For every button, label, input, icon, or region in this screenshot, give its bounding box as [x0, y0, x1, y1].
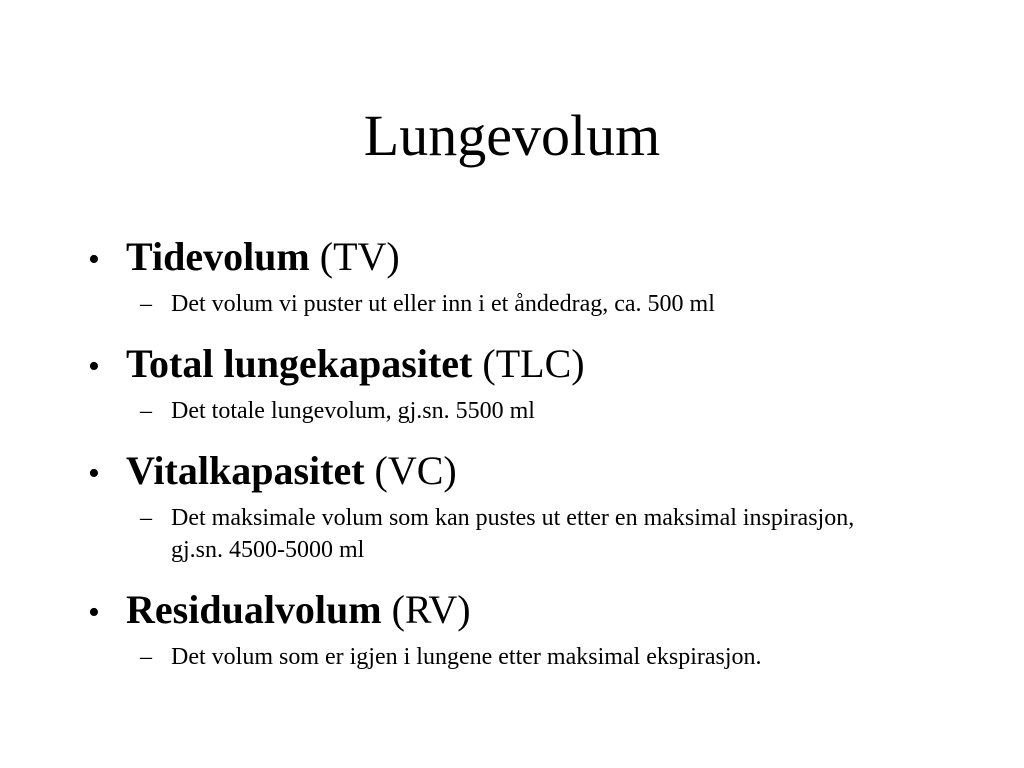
abbreviation-label: (VC): [374, 448, 457, 493]
bullet-item-vitalkapasitet: [88, 444, 968, 566]
bullet-text: [126, 337, 585, 391]
detail-text: Det volum vi puster ut eller inn i et åndedrag, ca. 500 ml: [171, 291, 715, 317]
bullet-text: [126, 444, 457, 498]
bullet-icon: •: [88, 455, 100, 492]
abbreviation-label: (TV): [319, 234, 400, 279]
detail-text: Det volum som er igjen i lungene etter maksimal ekspirasjon.: [171, 644, 762, 670]
dash-icon: –: [140, 291, 152, 317]
dash-icon: –: [140, 505, 152, 531]
sub-bullet-line: [140, 502, 968, 566]
term-label: Tidevolum: [126, 234, 310, 279]
abbreviation-label: (TLC): [482, 341, 585, 386]
bullet-line: [88, 337, 968, 394]
bullet-icon: •: [88, 594, 100, 631]
bullet-item-total-lungekapasitet: [88, 337, 968, 427]
bullet-text: [126, 583, 471, 637]
bullet-item-tidevolum: [88, 230, 968, 320]
term-label: Total lungekapasitet: [126, 341, 473, 386]
dash-icon: –: [140, 398, 152, 424]
detail-text: Det totale lungevolum, gj.sn. 5500 ml: [171, 398, 535, 424]
bullet-line: [88, 583, 968, 640]
bullet-line: [88, 444, 968, 501]
bullet-text: [126, 230, 400, 284]
sub-bullet-line: [140, 641, 968, 673]
bullet-line: [88, 230, 968, 287]
abbreviation-label: (RV): [391, 587, 471, 632]
sub-bullet-line: [140, 288, 968, 320]
term-label: Vitalkapasitet: [126, 448, 365, 493]
bullet-list: [88, 230, 968, 673]
term-label: Residualvolum: [126, 587, 382, 632]
bullet-item-residualvolum: [88, 583, 968, 673]
detail-text: Det maksimale volum som kan pustes ut etter en maksimal inspirasjon, gj.sn. 4500-5000 ml: [171, 505, 855, 563]
bullet-icon: •: [88, 348, 100, 385]
dash-icon: –: [140, 644, 152, 670]
bullet-icon: •: [88, 241, 100, 278]
sub-bullet-line: [140, 395, 968, 427]
slide-title: Lungevolum: [363, 103, 661, 168]
